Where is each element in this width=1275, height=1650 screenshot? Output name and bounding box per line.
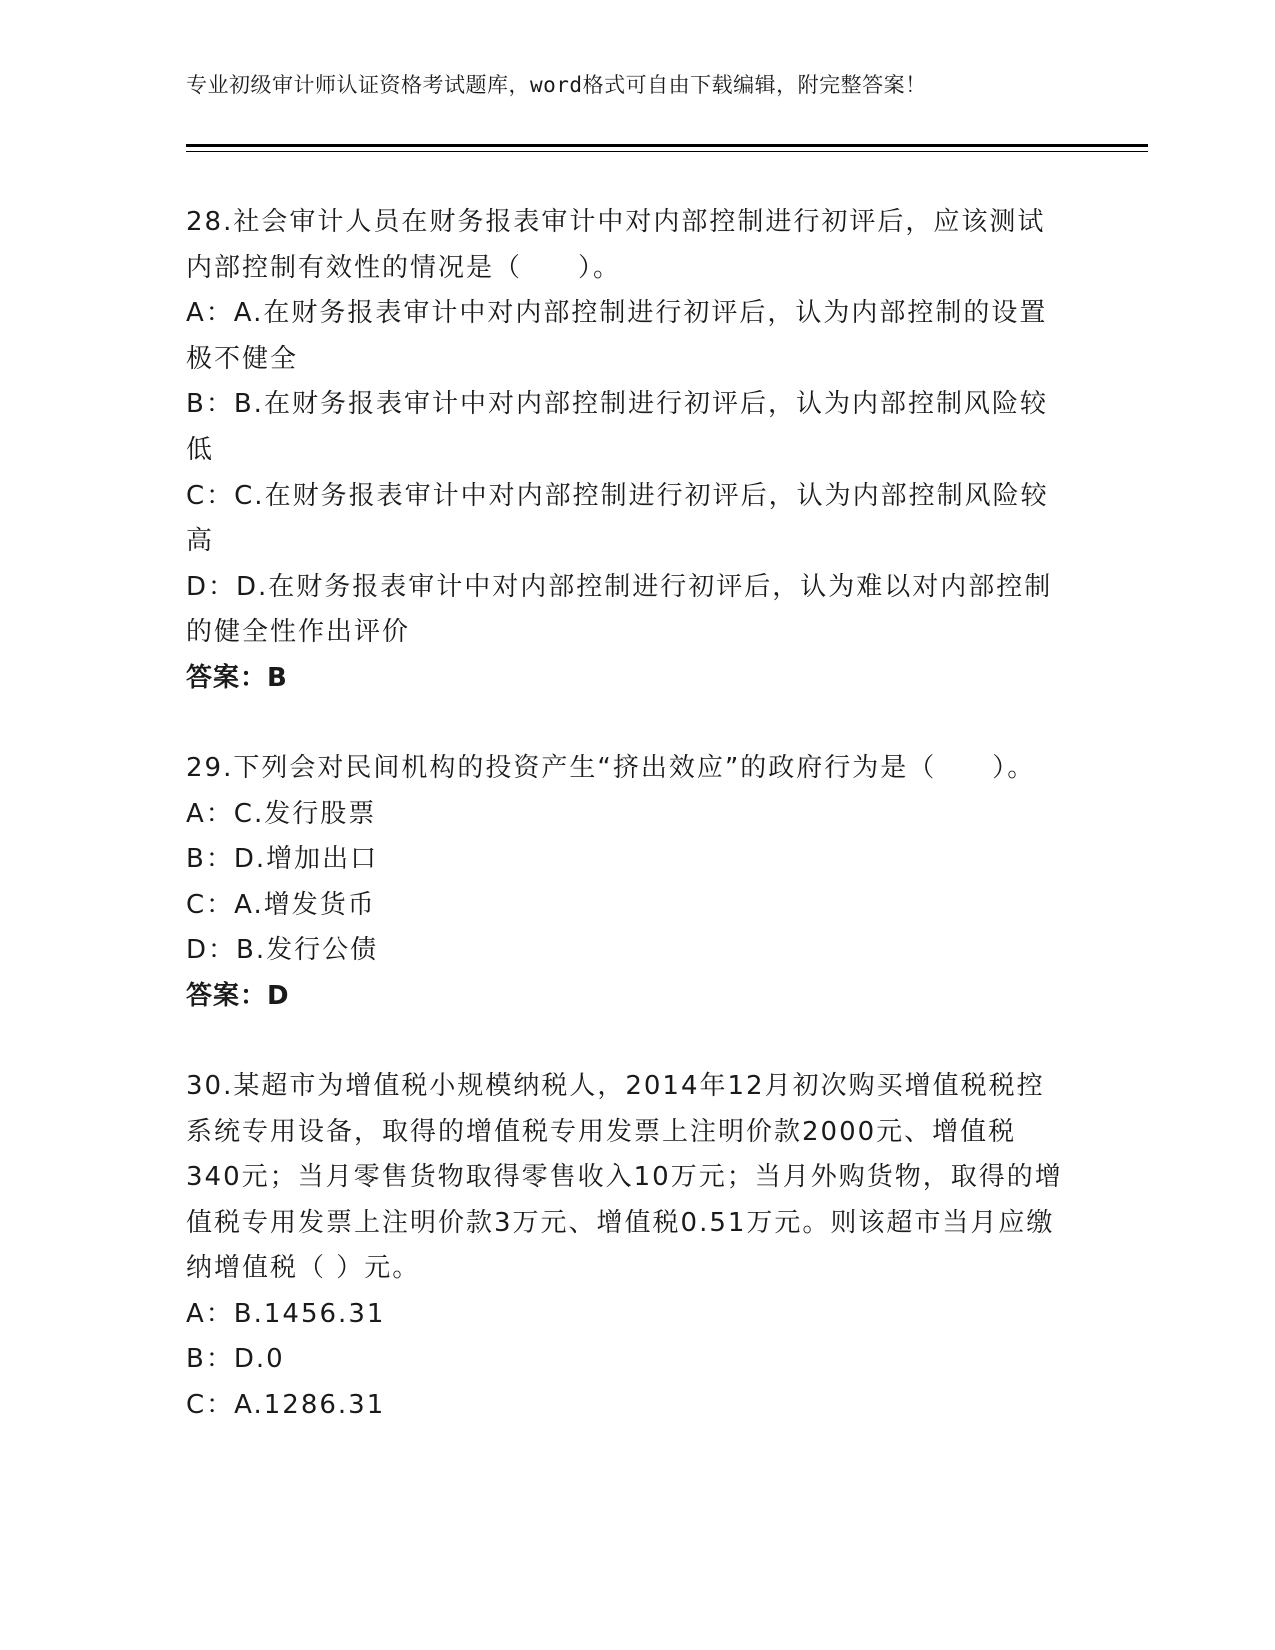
- option-b: B：D.0: [186, 1344, 285, 1375]
- option-b: B：B.在财务报表审计中对内部控制进行初评后，认为内部控制风险较低: [186, 389, 1048, 465]
- answer-label: 答案：B: [186, 662, 288, 693]
- option-d: D：B.发行公债: [186, 935, 379, 966]
- question-29: [186, 746, 1066, 1019]
- question-spacer: [186, 701, 1066, 746]
- option-c: C：C.在财务报表审计中对内部控制进行初评后，认为内部控制风险较高: [186, 480, 1049, 557]
- question-stem: 29.下列会对民间机构的投资产生“挤出效应”的政府行为是（ ）。: [186, 752, 1036, 783]
- option-a: A：B.1456.31: [186, 1298, 386, 1329]
- header-rule-thick: [186, 144, 1148, 147]
- question-28: [186, 200, 1066, 701]
- option-b: B：D.增加出口: [186, 844, 379, 875]
- question-spacer: [186, 1019, 1066, 1064]
- question-stem: 28.社会审计人员在财务报表审计中对内部控制进行初评后，应该测试内部控制有效性的情况是（ ）。: [186, 207, 1046, 283]
- question-stem: 30.某超市为增值税小规模纳税人，2014年12月初次购买增值税税控系统专用设备，取得的增值税专用发票上注明价款2000元、增值税340元；当月零售货物取得零售收入10万元；当月外购货物，取得的增值税专用发票上注明价款3万元、增值税0.51万元。则该超市当月应缴纳增值税（ ）元。: [186, 1070, 1063, 1284]
- page-header: 专业初级审计师认证资格考试题库，word格式可自由下载编辑，附完整答案！: [186, 73, 927, 97]
- question-30: [186, 1064, 1066, 1429]
- option-a: A：A.在财务报表审计中对内部控制进行初评后，认为内部控制的设置极不健全: [186, 298, 1048, 374]
- header-rule-thin: [186, 151, 1148, 152]
- question-list: [186, 200, 1066, 1429]
- option-c: C：A.1286.31: [186, 1390, 386, 1421]
- answer-label: 答案：D: [186, 980, 290, 1011]
- option-c: C：A.增发货币: [186, 889, 376, 920]
- option-d: D：D.在财务报表审计中对内部控制进行初评后，认为难以对内部控制的健全性作出评价: [186, 571, 1053, 648]
- option-a: A：C.发行股票: [186, 798, 377, 829]
